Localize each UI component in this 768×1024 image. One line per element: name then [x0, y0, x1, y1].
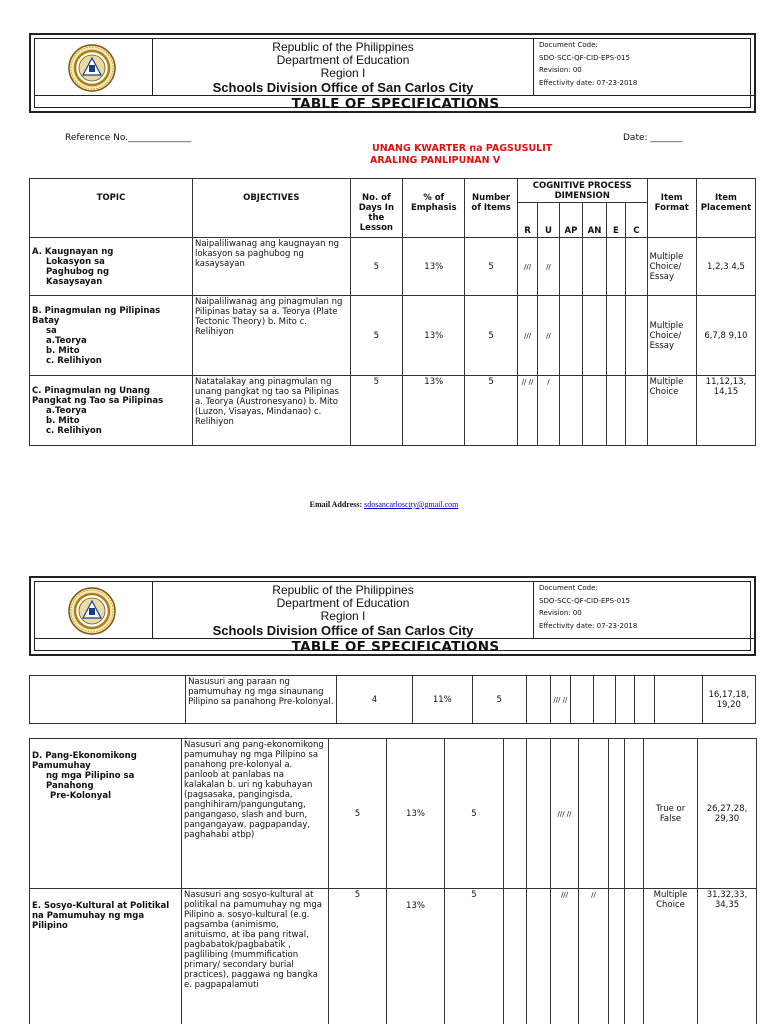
deped-seal-logo [35, 582, 153, 638]
specifications-table-continued [29, 675, 756, 724]
document-code-block [534, 39, 756, 95]
e-cell [606, 296, 625, 376]
days-cell: 5 [329, 739, 387, 889]
items-cell: 5 [445, 889, 504, 1024]
r-cell [504, 889, 527, 1024]
an-cell [583, 238, 607, 296]
placement-cell: 16,17,18, 19,20 [702, 676, 756, 724]
topic-line: c. Relihiyon [46, 425, 102, 436]
header-region: Region I [320, 66, 366, 80]
r-cell [526, 676, 550, 724]
u-cell: / [538, 376, 559, 446]
header-region: Region I [320, 609, 366, 623]
doc-code-value: SDO-SCC-QF-CID-EPS-015 [539, 596, 630, 605]
topic-line: D. Pang-Ekonomikong Pamumuhay [32, 751, 137, 771]
col-days: No. of Days In the Lesson [350, 179, 403, 238]
deped-seal-logo [35, 39, 153, 95]
u-cell: // [538, 296, 559, 376]
specifications-table [29, 178, 756, 446]
doc-code-label: Document Code: [539, 41, 598, 49]
topic-line: b. Mito [46, 345, 80, 356]
e-cell [616, 676, 634, 724]
ap-cell: /// [551, 889, 579, 1024]
e-cell [606, 238, 625, 296]
email-label: Email Address: [309, 500, 363, 509]
c-cell [626, 376, 647, 446]
objective-cell: Nasusuri ang paraan ng pamumuhay ng mga sinaunang Pilipino sa panahong Pre-kolonyal. [186, 676, 337, 724]
objective-cell: Nasusuri ang pang-ekonomikong pamumuhay ng mga Pilipino sa panahong pre-kolonyal a. panloob at panlabas na kalakalan b. uri ng kabuhayan (pagsasaka, pangingisda, panghihiram/pangungutang, pangangaso, slash and burn, pangangayaw, pagpapanday, paghahabi atbp) [182, 739, 329, 889]
placement-cell: 1,2,3 4,5 [696, 238, 755, 296]
topic-cell [30, 238, 193, 296]
header-office: Schools Division Office of San Carlos City [212, 623, 474, 638]
emphasis-cell: 13% [387, 889, 445, 1024]
topic-line: ng mga Pilipino sa Panahong [46, 771, 135, 791]
header-center [153, 582, 534, 638]
emphasis-cell: 11% [413, 676, 473, 724]
topic-line: B. Pinagmulan ng Pilipinas Batay [32, 305, 161, 326]
format-cell: Multiple Choice [647, 376, 696, 446]
document-title: TABLE OF SPECIFICATIONS [35, 638, 756, 655]
email-footer [0, 500, 768, 509]
document-title: TABLE OF SPECIFICATIONS [35, 95, 756, 112]
revision: Revision: 00 [539, 609, 582, 617]
emphasis-cell: 13% [403, 238, 465, 296]
c-cell [626, 296, 647, 376]
header-center [153, 39, 534, 95]
ap-cell [559, 296, 583, 376]
col-ap: AP [559, 203, 583, 238]
topic-line: sa [46, 325, 57, 336]
an-cell: // [579, 889, 609, 1024]
topic-line: Lokasyon sa [46, 256, 105, 267]
r-cell [504, 739, 527, 889]
items-cell: 5 [465, 238, 518, 296]
specifications-table-part3 [29, 738, 757, 1024]
placement-cell: 11,12,13, 14,15 [696, 376, 755, 446]
an-cell [583, 376, 607, 446]
format-cell: True or False [644, 739, 698, 889]
e-cell [609, 739, 625, 889]
c-cell [625, 889, 644, 1024]
topic-line: Pre-Kolonyal [50, 791, 111, 801]
topic-line: c. Relihiyon [46, 355, 102, 366]
days-cell: 5 [329, 889, 387, 1024]
items-cell: 5 [472, 676, 526, 724]
items-cell: 5 [465, 296, 518, 376]
emphasis-cell: 13% [403, 376, 465, 446]
effectivity-date: Effectivity date: 07-23-2018 [539, 78, 638, 87]
col-r: R [517, 203, 537, 238]
table-row [30, 739, 757, 889]
table-row [30, 889, 757, 1024]
objective-cell: Naipaliliwanag ang pinagmulan ng Pilipinas batay sa a. Teorya (Plate Tectonic Theory) b. Mito c. Relihiyon [192, 296, 350, 376]
header-republic: Republic of the Philippines [272, 40, 414, 54]
topic-line: C. Pinagmulan ng Unang Pangkat ng Tao sa Pilipinas [32, 385, 164, 406]
ap-cell [559, 238, 583, 296]
topic-cell [30, 296, 193, 376]
u-cell: // [538, 238, 559, 296]
table-row [30, 676, 756, 724]
reference-no: Reference No.______________ [65, 133, 192, 143]
u-cell: /// // [550, 676, 571, 724]
items-cell: 5 [465, 376, 518, 446]
objective-cell: Natatalakay ang pinagmulan ng unang pangkat ng tao sa Pilipinas a. Teorya (Austronesyano) b. Mito (Luzon, Visayas, Mindanao) c. Relihiyon [192, 376, 350, 446]
table-row [30, 238, 756, 296]
u-cell [527, 739, 551, 889]
days-cell: 5 [350, 296, 403, 376]
document-header [29, 33, 756, 113]
emphasis-cell: 13% [387, 739, 445, 889]
col-placement: Item Placement [696, 179, 755, 238]
ap-cell: /// // [551, 739, 579, 889]
col-emphasis: % of Emphasis [403, 179, 465, 238]
header-deped: Department of Education [276, 53, 410, 67]
date-field: Date: _______ [623, 133, 682, 143]
topic-line: a.Teorya [46, 405, 87, 416]
col-c: C [626, 203, 647, 238]
topic-line: a.Teorya [46, 335, 87, 346]
days-cell: 5 [350, 376, 403, 446]
doc-code-value: SDO-SCC-QF-CID-EPS-015 [539, 53, 630, 62]
topic-cell [30, 376, 193, 446]
c-cell [625, 739, 644, 889]
topic-cell [30, 676, 186, 724]
doc-code-label: Document Code: [539, 584, 598, 592]
header-office: Schools Division Office of San Carlos City [212, 80, 474, 95]
u-cell [527, 889, 551, 1024]
items-cell: 5 [445, 739, 504, 889]
header-deped: Department of Education [276, 596, 410, 610]
format-cell: Multiple Choice/ Essay [647, 238, 696, 296]
an-cell [579, 739, 609, 889]
an-cell [583, 296, 607, 376]
c-cell [634, 676, 655, 724]
quarter-title: UNANG KWARTER na PAGSUSULIT [372, 143, 553, 154]
days-cell: 5 [350, 238, 403, 296]
col-format: Item Format [647, 179, 696, 238]
r-cell: // // [517, 376, 537, 446]
e-cell [606, 376, 625, 446]
col-objectives: OBJECTIVES [192, 179, 350, 238]
col-topic: TOPIC [30, 179, 193, 238]
col-u: U [538, 203, 559, 238]
placement-cell: 6,7,8 9,10 [696, 296, 755, 376]
topic-cell [30, 739, 182, 889]
effectivity-date: Effectivity date: 07-23-2018 [539, 621, 638, 630]
col-cognitive: COGNITIVE PROCESS DIMENSION [517, 179, 647, 203]
table-row [30, 296, 756, 376]
document-header-page2 [29, 576, 756, 656]
topic-line: Kasaysayan [46, 276, 103, 287]
col-items: Number of Items [465, 179, 518, 238]
document-code-block [534, 582, 756, 638]
col-e: E [606, 203, 625, 238]
table-row [30, 376, 756, 446]
c-cell [626, 238, 647, 296]
ap-cell [559, 376, 583, 446]
placement-cell: 31,32,33, 34,35 [698, 889, 757, 1024]
subject-title: ARALING PANLIPUNAN V [370, 154, 501, 166]
topic-cell: E. Sosyo-Kultural at Politikal na Pamumuhay ng mga Pilipino [30, 889, 182, 1024]
topic-line: Paghubog ng [46, 266, 110, 277]
topic-line: b. Mito [46, 415, 80, 426]
revision: Revision: 00 [539, 66, 582, 74]
topic-line: A. Kaugnayan ng [32, 246, 114, 257]
emphasis-cell: 13% [403, 296, 465, 376]
email-link[interactable]: sdosancarloscity@gmail.com [364, 500, 459, 509]
ap-cell [571, 676, 594, 724]
placement-cell: 26,27,28, 29,30 [698, 739, 757, 889]
objective-cell: Naipaliliwanag ang kaugnayan ng lokasyon sa paghubog ng kasaysayan [192, 238, 350, 296]
an-cell [593, 676, 616, 724]
format-cell [655, 676, 702, 724]
format-cell: Multiple Choice [644, 889, 698, 1024]
col-an: AN [583, 203, 607, 238]
e-cell [609, 889, 625, 1024]
r-cell: /// [517, 296, 537, 376]
r-cell: /// [517, 238, 537, 296]
objective-cell: Nasusuri ang sosyo-kultural at politikal na pamumuhay ng mga Pilipino a. sosyo-kultural (e.g. pagsamba (animismo, anituismo, at iba pang ritwal, pagbabatok/pagbabatik , paglilibing (mummification primary/ secondary burial practices), paggawa ng bangka e. pagpapalamuti [182, 889, 329, 1024]
header-republic: Republic of the Philippines [272, 583, 414, 597]
format-cell: Multiple Choice/ Essay [647, 296, 696, 376]
days-cell: 4 [337, 676, 413, 724]
exam-title [365, 143, 595, 166]
